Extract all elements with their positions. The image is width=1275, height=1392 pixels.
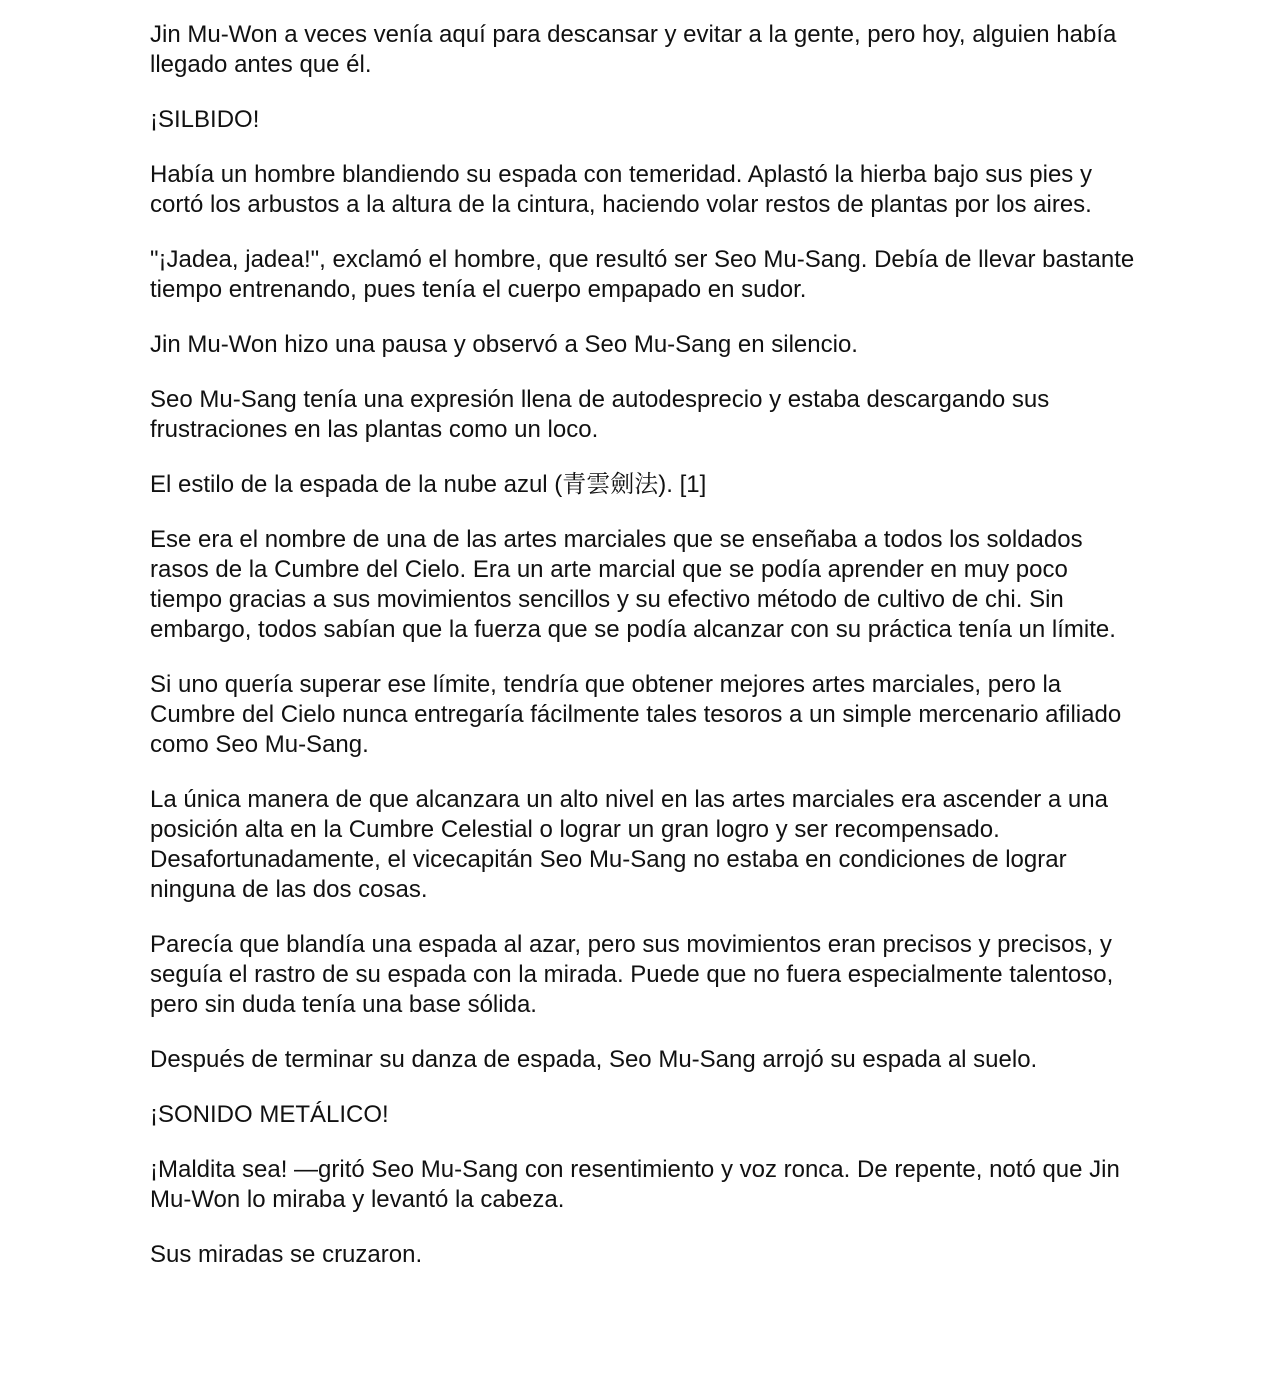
paragraph: Había un hombre blandiendo su espada con temeridad. Aplastó la hierba bajo sus pies y cortó los arbustos a la altura de la cintura, haciendo volar restos de plantas por los aires. [150, 161, 1092, 218]
paragraph: El estilo de la espada de la nube azul (青雲劍法). [1] [150, 471, 707, 498]
paragraph: Sus miradas se cruzaron. [150, 1241, 423, 1268]
paragraph: ¡SILBIDO! [150, 106, 260, 133]
paragraph: Después de terminar su danza de espada, Seo Mu-Sang arrojó su espada al suelo. [150, 1046, 1038, 1073]
paragraph: Ese era el nombre de una de las artes marciales que se enseñaba a todos los soldados rasos de la Cumbre del Cielo. Era un arte marcial que se podía aprender en muy poco tiempo gracias a sus movimientos sencillos y su efectivo método de cultivo de chi. Sin embargo, todos sabían que la fuerza que se podía alcanzar con su práctica tenía un límite. [150, 526, 1116, 643]
paragraph: Si uno quería superar ese límite, tendría que obtener mejores artes marciales, pero la Cumbre del Cielo nunca entregaría fácilmente tales tesoros a un simple mercenario afiliado como Seo Mu-Sang. [150, 671, 1122, 758]
paragraph: Seo Mu-Sang tenía una expresión llena de autodesprecio y estaba descargando sus frustraciones en las plantas como un loco. [150, 386, 1050, 443]
paragraph: Jin Mu-Won hizo una pausa y observó a Seo Mu-Sang en silencio. [150, 331, 858, 358]
paragraph: Jin Mu-Won a veces venía aquí para descansar y evitar a la gente, pero hoy, alguien había llegado antes que él. [150, 21, 1117, 78]
document-body [150, 20, 1140, 1295]
paragraph: "¡Jadea, jadea!", exclamó el hombre, que resultó ser Seo Mu-Sang. Debía de llevar bastante tiempo entrenando, pues tenía el cuerpo empapado en sudor. [150, 246, 1135, 303]
paragraph: Parecía que blandía una espada al azar, pero sus movimientos eran precisos y precisos, y seguía el rastro de su espada con la mirada. Puede que no fuera especialmente talentoso, pero sin duda tenía una base sólida. [150, 931, 1114, 1018]
paragraph: ¡SONIDO METÁLICO! [150, 1101, 389, 1128]
paragraph: ¡Maldita sea! —gritó Seo Mu-Sang con resentimiento y voz ronca. De repente, notó que Jin Mu-Won lo miraba y levantó la cabeza. [150, 1156, 1120, 1213]
paragraph: La única manera de que alcanzara un alto nivel en las artes marciales era ascender a una posición alta en la Cumbre Celestial o lograr un gran logro y ser recompensado. Desafortunadamente, el vicecapitán Seo Mu-Sang no estaba en condiciones de lograr ninguna de las dos cosas. [150, 786, 1108, 903]
